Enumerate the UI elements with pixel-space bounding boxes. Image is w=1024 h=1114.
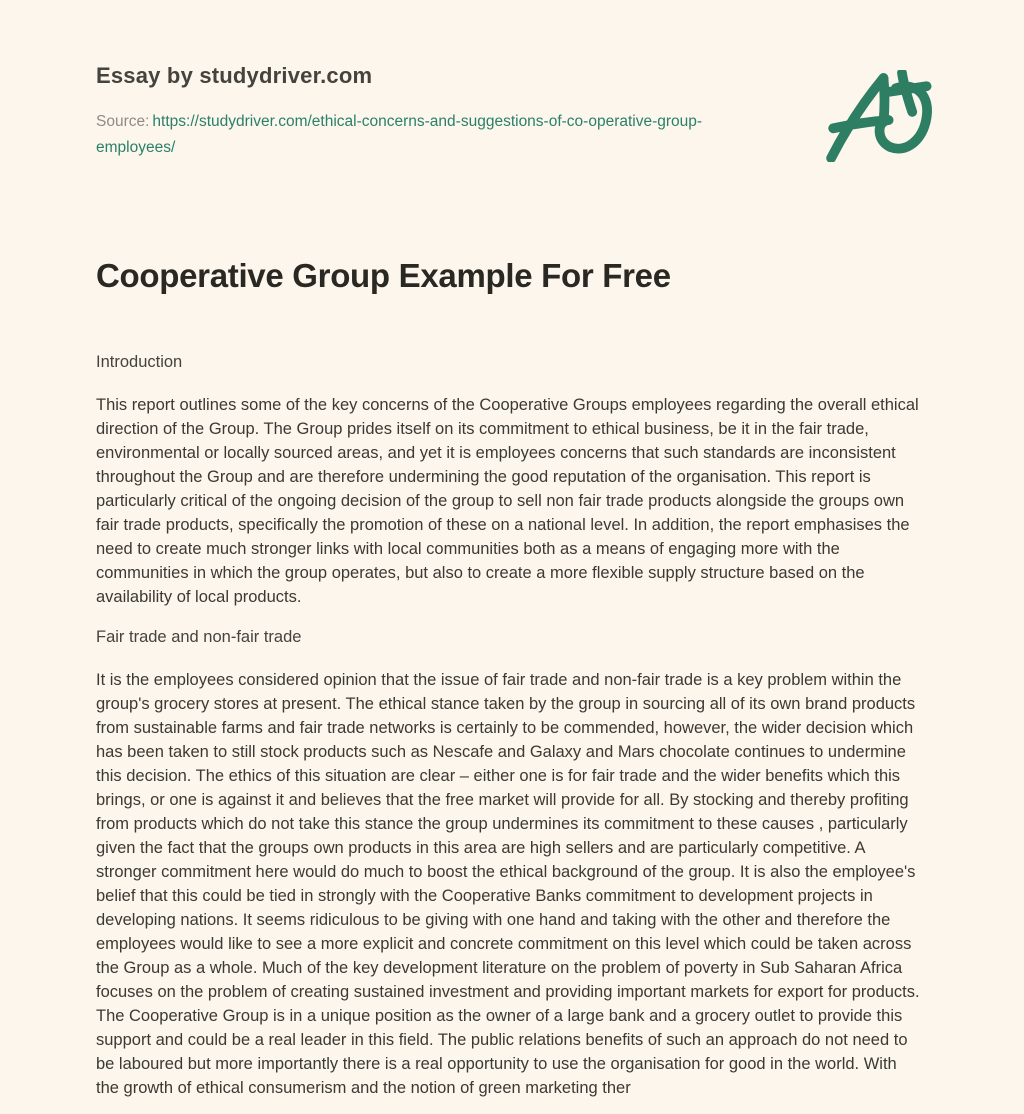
page-title: Cooperative Group Example For Free [96,257,671,294]
section-introduction [96,353,924,609]
essay-byline: Essay by studydriver.com [96,63,373,88]
a-plus-logo-icon [826,70,942,162]
source-line [96,109,768,161]
source-label: Source: [96,113,150,130]
section-heading-fair-trade: Fair trade and non-fair trade [96,628,302,646]
paragraph-fair-trade: It is the employees considered opinion that the issue of fair trade and non-fair trade is a key problem within the group's grocery stores at present. The ethical stance taken by the group in sourcing all of its own brand products from sustainable farms and fair trade networks is certainly to be commended, however, the wider decision which has been taken to still stock products such as Nescafe and Galaxy and Mars chocolate continues to undermine this decision. The ethics of this situation are clear – either one is for fair trade and the wider benefits which this brings, or one is against it and believes that the free market will provide for all. By stocking and thereby profiting from products which do not take this stance the group undermines its commitment to these causes , particularly given the fact that the groups own products in this area are high sellers and are particularly competitive. A stronger commitment here would do much to boost the ethical background of the group. It is also the employee's belief that this could be tied in strongly with the Cooperative Banks commitment to development projects in developing nations. It seems ridiculous to be giving with one hand and taking with the other and therefore the employees would like to see a more explicit and concrete commitment on this level which could be taken across the Group as a whole. Much of the key development literature on the problem of poverty in Sub Saharan Africa focuses on the problem of creating sustained investment and providing important markets for export for products. The Cooperative Group is in a unique position as the owner of a large bank and a grocery outlet to provide this support and could be a real leader in this field. The public relations benefits of such an approach do not need to be laboured but more importantly there is a real opportunity to use the organisation for good in the world. With the growth of ethical consumerism and the notion of green marketing ther [96,671,920,1097]
paragraph-introduction: This report outlines some of the key concerns of the Cooperative Groups employees regarding the overall ethical direction of the Group. The Group prides itself on its commitment to ethical business, be it in the fair trade, environmental or locally sourced areas, and yet it is employees concerns that such standards are inconsistent throughout the Group and are therefore undermining the good reputation of the organisation. This report is particularly critical of the ongoing decision of the group to sell non fair trade products alongside the groups own fair trade products, specifically the promotion of these on a national level. In addition, the report emphasises the need to create much stronger links with local communities both as a means of engaging more with the communities in which the group operates, but also to create a more flexible supply structure based on the availability of local products. [96,396,919,606]
source-link[interactable]: https://studydriver.com/ethical-concerns-and-suggestions-of-co-operative-group-employees/ [96,113,703,156]
section-fair-trade [96,628,924,1100]
section-heading-introduction: Introduction [96,353,183,371]
